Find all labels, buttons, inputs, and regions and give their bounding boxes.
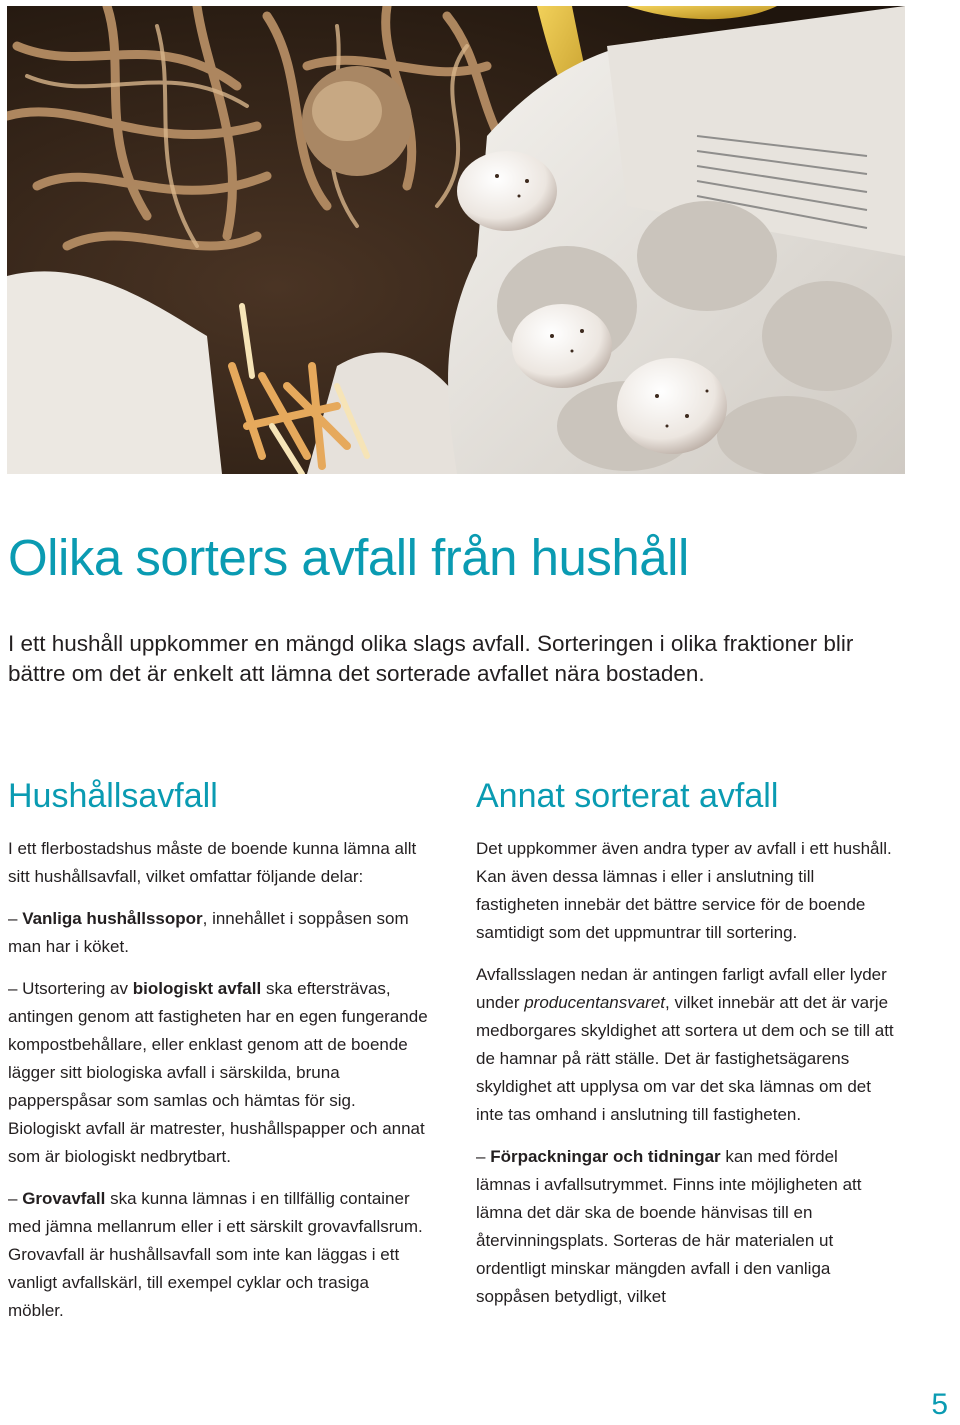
dash: – bbox=[8, 909, 23, 928]
term-grovavfall: Grovavfall bbox=[22, 1189, 106, 1208]
paragraph-text: ska kunna lämnas i en tillfällig container med jämna mellanrum eller i ett särskilt grovavfallsrum. Grovavfall är hushållsavfall som inte kan läggas i ett vanligt avfallskärl, till exempel cyklar och trasiga möbler. bbox=[8, 1189, 423, 1320]
paragraph-text: , vilket innebär att det är varje medborgares skyldighet att sortera ut dem och se till att de hamnar på rätt ställe. Det är fastighetsägarens skyldighet att upplysa om var det ska lämnas om det inte tas omhand i anslutning till fastigheten. bbox=[476, 993, 894, 1124]
page-title: Olika sorters avfall från hushåll bbox=[8, 529, 689, 586]
term-producentansvaret: producentansvaret bbox=[524, 993, 666, 1012]
compost-illustration bbox=[7, 6, 905, 474]
paragraph-text: kan med fördel lämnas i avfallsutrymmet. Finns inte möjligheten att lämna det där ska de boende hänvisas till en återvinningsplats. Sorteras de här materialen ut ordentligt minskar mängden avfall i den vanliga soppåsen betydligt, vilket bbox=[476, 1147, 862, 1306]
dash: – bbox=[476, 1147, 491, 1166]
intro-paragraph: I ett hushåll uppkommer en mängd olika slags avfall. Sorteringen i olika fraktioner blir bättre om det är enkelt att lämna det sorterade avfallet nära bostaden. bbox=[8, 631, 854, 686]
paragraph-forpackningar bbox=[476, 1143, 896, 1311]
paragraph-text: Avfallsslagen nedan är antingen farligt avfall eller lyder under bbox=[476, 965, 887, 1012]
page-number: 5 bbox=[931, 1388, 948, 1421]
paragraph-text: ska eftersträvas, antingen genom att fastigheten har en egen fungerande kompostbehållare, eller enklast genom att de boende lägger sitt biologiska avfall i särskilda, bruna papperspåsar som samlas och hämtas för sig. Biologiskt avfall är matrester, hushållspapper och annat som är biologiskt nedbrytbart. bbox=[8, 979, 428, 1166]
paragraph: I ett flerbostadshus måste de boende kunna lämna allt sitt hushållsavfall, vilket omfattar följande delar: bbox=[8, 839, 417, 886]
paragraph-text: , innehållet i soppåsen som man har i köket. bbox=[8, 909, 409, 956]
term-biologiskt-avfall: biologiskt avfall bbox=[132, 979, 262, 998]
paragraph-biologiskt-avfall bbox=[8, 975, 428, 1171]
compost-photo bbox=[7, 6, 905, 474]
term-forpackningar-och-tidningar: Förpackningar och tidningar bbox=[490, 1147, 721, 1166]
paragraph-vanliga-hushallssopor bbox=[8, 905, 428, 961]
paragraph-text: – Utsortering av bbox=[8, 979, 133, 998]
paragraph: Det uppkommer även andra typer av avfall i ett hushåll. Kan även dessa lämnas i eller i anslutning till fastigheten innebär det bättre service för de boende samtidigt som det uppmuntrar till sortering. bbox=[476, 839, 892, 942]
dash: – bbox=[8, 1189, 23, 1208]
right-column bbox=[476, 776, 896, 1325]
paragraph-producentansvar bbox=[476, 961, 896, 1129]
section-heading-hushallsavfall: Hushållsavfall bbox=[8, 777, 218, 815]
paragraph-grovavfall bbox=[8, 1185, 428, 1325]
section-heading-annat-sorterat-avfall: Annat sorterat avfall bbox=[476, 777, 779, 815]
term-vanliga-hushallssopor: Vanliga hushållssopor bbox=[22, 909, 203, 928]
left-column bbox=[8, 776, 428, 1339]
